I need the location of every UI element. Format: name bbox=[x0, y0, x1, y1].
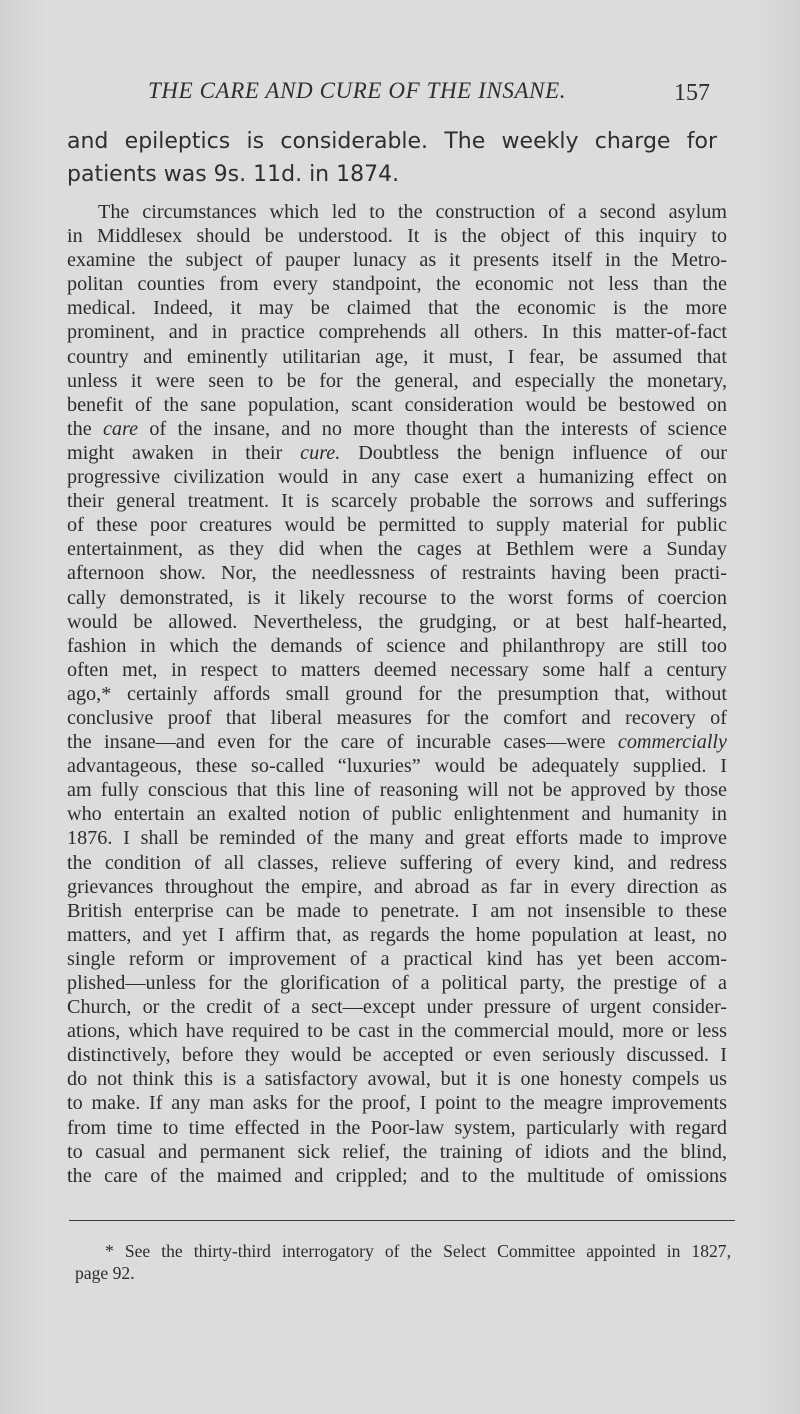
text-line: who entertain an exalted notion of public enlightenment and humanity in bbox=[67, 803, 727, 826]
italic-emphasis: commercially bbox=[617, 731, 727, 754]
text-line: afternoon show. Nor, the needlessness of restraints having been practi- bbox=[67, 562, 727, 585]
text-line: to make. If any man asks for the proof, I point to the meagre improvements bbox=[67, 1092, 727, 1115]
text-line: entertainment, as they did when the cages at Bethlem were a Sunday bbox=[67, 538, 727, 561]
text-line: examine the subject of pauper lunacy as it presents itself in the Metro- bbox=[67, 249, 727, 272]
text-line bbox=[67, 441, 727, 465]
footnote-line: page 92. bbox=[75, 1263, 135, 1283]
text-line: grievances throughout the empire, and abroad as far in every direction as bbox=[67, 875, 727, 898]
text-line bbox=[67, 730, 727, 754]
footnote-divider bbox=[69, 1220, 735, 1221]
text-line: politan counties from every standpoint, the economic not less than the bbox=[67, 273, 727, 296]
text-line: distinctively, before they would be accepted or even seriously discussed. I bbox=[67, 1044, 727, 1067]
italic-emphasis: care bbox=[102, 417, 139, 440]
text-line: to casual and permanent sick relief, the training of idiots and the blind, bbox=[67, 1140, 727, 1163]
text-line: patients was 9s. 11d. in 1874. bbox=[67, 162, 400, 187]
text-segment: the bbox=[67, 417, 103, 440]
page-number: 157 bbox=[674, 80, 710, 106]
text-line: Church, or the credit of a sect—except under pressure of urgent consider- bbox=[67, 996, 727, 1019]
text-line: British enterprise can be made to penetrate. I am not insensible to these bbox=[67, 899, 727, 922]
text-line: 1876. I shall be reminded of the many and great efforts made to improve bbox=[67, 827, 727, 850]
text-line: medical. Indeed, it may be claimed that the economic is the more bbox=[67, 297, 727, 320]
text-line: fashion in which the demands of science and philanthropy are still too bbox=[67, 634, 727, 657]
text-line: do not think this is a satisfactory avowal, but it is one honesty compels us bbox=[67, 1068, 727, 1091]
text-segment: Doubtless the benign influence of our bbox=[340, 441, 728, 464]
main-paragraph bbox=[67, 200, 727, 1188]
text-line: ago,* certainly affords small ground for the presumption that, without bbox=[67, 682, 727, 705]
continued-paragraph bbox=[67, 125, 717, 191]
text-line: benefit of the sane population, scant consideration would be bestowed on bbox=[67, 393, 727, 416]
footnote bbox=[75, 1240, 731, 1284]
text-line: the care of the maimed and crippled; and to the multitude of omissions bbox=[67, 1164, 727, 1187]
text-segment: the insane—and even for the care of incurable cases—were bbox=[67, 731, 618, 754]
text-line bbox=[67, 417, 727, 441]
text-segment: of the insane, and no more thought than the interests of science bbox=[138, 417, 727, 440]
text-line: am fully conscious that this line of reasoning will not be approved by those bbox=[67, 779, 727, 802]
text-line: country and eminently utilitarian age, it must, I fear, be assumed that bbox=[67, 345, 727, 368]
text-line: from time to time effected in the Poor-law system, particularly with regard bbox=[67, 1116, 727, 1139]
italic-emphasis: cure. bbox=[300, 441, 341, 464]
text-line: conclusive proof that liberal measures for the comfort and recovery of bbox=[67, 706, 727, 729]
text-line: The circumstances which led to the construction of a second asylum bbox=[98, 201, 727, 223]
text-line: advantageous, these so-called “luxuries” would be adequately supplied. I bbox=[67, 755, 727, 778]
text-segment: might awaken in their bbox=[67, 441, 301, 464]
text-line: prominent, and in practice comprehends all others. In this matter-of-fact bbox=[67, 321, 727, 344]
text-line: and epileptics is considerable. The weekly charge for bbox=[67, 129, 717, 154]
running-title: THE CARE AND CURE OF THE INSANE. bbox=[148, 78, 567, 103]
text-line: unless it were seen to be for the general, and especially the monetary, bbox=[67, 369, 727, 392]
text-line: their general treatment. It is scarcely probable the sorrows and sufferings bbox=[67, 490, 727, 513]
text-line: of these poor creatures would be permitted to supply material for public bbox=[67, 514, 727, 537]
text-line: would be allowed. Nevertheless, the grudging, or at best half-hearted, bbox=[67, 610, 727, 633]
text-line: progressive civilization would in any case exert a humanizing effect on bbox=[67, 466, 727, 489]
text-line: often met, in respect to matters deemed necessary some half a century bbox=[67, 658, 727, 681]
text-line: matters, and yet I affirm that, as regards the home population at least, no bbox=[67, 923, 727, 946]
text-line: the condition of all classes, relieve suffering of every kind, and redress bbox=[67, 851, 727, 874]
text-line: plished—unless for the glorification of a political party, the prestige of a bbox=[67, 972, 727, 994]
text-line: in Middlesex should be understood. It is the object of this inquiry to bbox=[67, 225, 727, 248]
text-line: cally demonstrated, is it likely recourse to the worst forms of coercion bbox=[67, 586, 727, 609]
footnote-line: * See the thirty-third interrogatory of the Select Committee appointed in 1827, bbox=[105, 1241, 731, 1261]
text-line: single reform or improvement of a practical kind has yet been accom- bbox=[67, 947, 727, 970]
text-line: ations, which have required to be cast in the commercial mould, more or less bbox=[67, 1020, 727, 1043]
